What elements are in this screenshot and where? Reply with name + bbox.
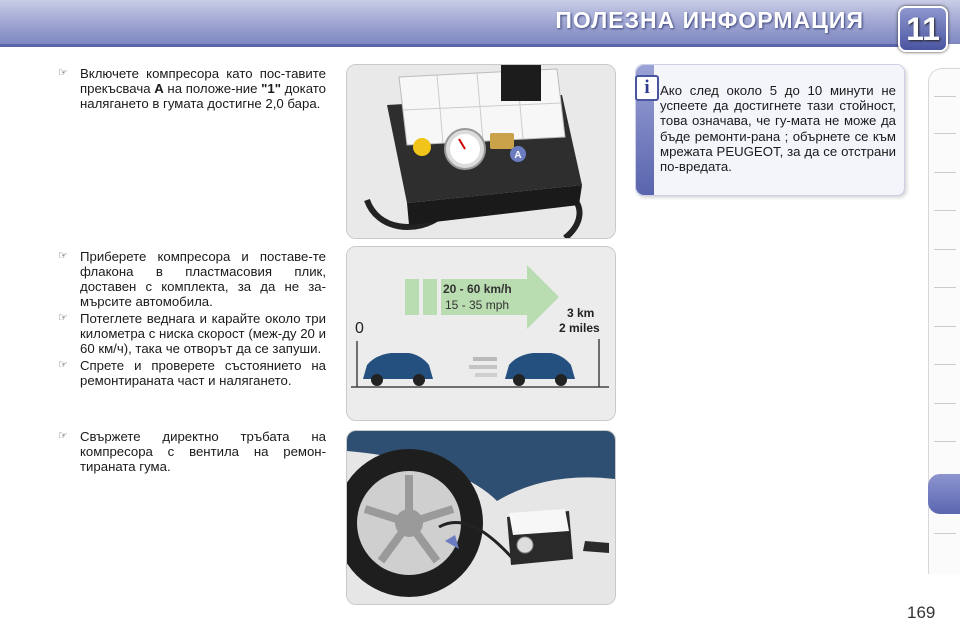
- step-text: на положе-ние: [163, 81, 262, 96]
- pointing-hand-icon: ☞: [58, 250, 68, 262]
- step-text: Свържете директно тръбата на компресора с вентила на ремон-тираната гума.: [80, 429, 326, 474]
- pointing-hand-icon: ☞: [58, 312, 68, 324]
- tab-divider: [934, 403, 956, 404]
- info-note-box: [635, 64, 905, 196]
- header-underline: [0, 44, 900, 47]
- step-item: [58, 311, 326, 356]
- compressor-illustration: [346, 64, 616, 239]
- step-block-2: [58, 249, 326, 390]
- pointing-hand-icon: ☞: [58, 359, 68, 371]
- step-text: докато налягането в гумата достигне 2,0 бара.: [80, 81, 327, 111]
- step-item: [58, 249, 326, 309]
- compressor-drawing: [347, 65, 615, 238]
- chapter-tab-active[interactable]: [928, 474, 960, 514]
- tab-divider: [934, 533, 956, 534]
- pointing-hand-icon: ☞: [58, 430, 68, 442]
- info-note-text: Ако след около 5 до 10 минути не успеете да достигнете тази стойност, това означава, че гу-мата не може да бъде ремонти-рана ; обърнете се към мрежата PEUGEOT, за да се отстрани по-вредата.: [660, 83, 896, 175]
- figure-label-a: A: [514, 150, 522, 161]
- tab-divider: [934, 287, 956, 288]
- step-item: [58, 66, 326, 111]
- step-block-3: [58, 429, 326, 476]
- info-icon: i: [635, 75, 659, 101]
- step-text: Приберете компресора и поставе-те флакона в пластмасовия плик, доставен с комплекта, за да не за-мърсите автомобила.: [80, 249, 326, 309]
- distance-miles-label: 2 miles: [559, 321, 600, 335]
- page-number: 169: [907, 603, 936, 622]
- page-header: [0, 0, 960, 50]
- step-item: [58, 358, 326, 388]
- driving-distance-illustration: [346, 246, 616, 421]
- tyre-connection-illustration: [346, 430, 616, 605]
- tab-divider: [934, 249, 956, 250]
- tab-divider: [934, 96, 956, 97]
- position-label: "1": [261, 81, 281, 96]
- tab-divider: [934, 172, 956, 173]
- page-title: ПОЛЕЗНА ИНФОРМАЦИЯ: [555, 7, 864, 33]
- tab-divider: [934, 441, 956, 442]
- speed-mph-label: 15 - 35 mph: [445, 298, 510, 312]
- step-item: [58, 429, 326, 474]
- step-text: Включете компресора като пос-тавите прекъсвача: [80, 66, 326, 96]
- step-text: Потеглете веднага и карайте около три километра с ниска скорост (меж-ду 20 и 60 км/ч), така че отворът да се запуши.: [80, 311, 326, 356]
- switch-label: A: [154, 81, 164, 96]
- tab-divider: [934, 364, 956, 365]
- chapter-number-badge: 11: [898, 6, 948, 52]
- step-block-1: [58, 66, 326, 113]
- step-text: Спрете и проверете състоянието на ремонтираната част и налягането.: [80, 358, 326, 388]
- start-distance-label: 0: [355, 320, 364, 337]
- tyre-connection-drawing: [347, 431, 615, 604]
- tab-divider: [934, 326, 956, 327]
- tab-divider: [934, 133, 956, 134]
- tab-divider: [934, 210, 956, 211]
- distance-km-label: 3 km: [567, 306, 595, 320]
- speed-kmh-label: 20 - 60 km/h: [443, 282, 512, 296]
- driving-distance-drawing: [347, 247, 615, 420]
- pointing-hand-icon: ☞: [58, 67, 68, 79]
